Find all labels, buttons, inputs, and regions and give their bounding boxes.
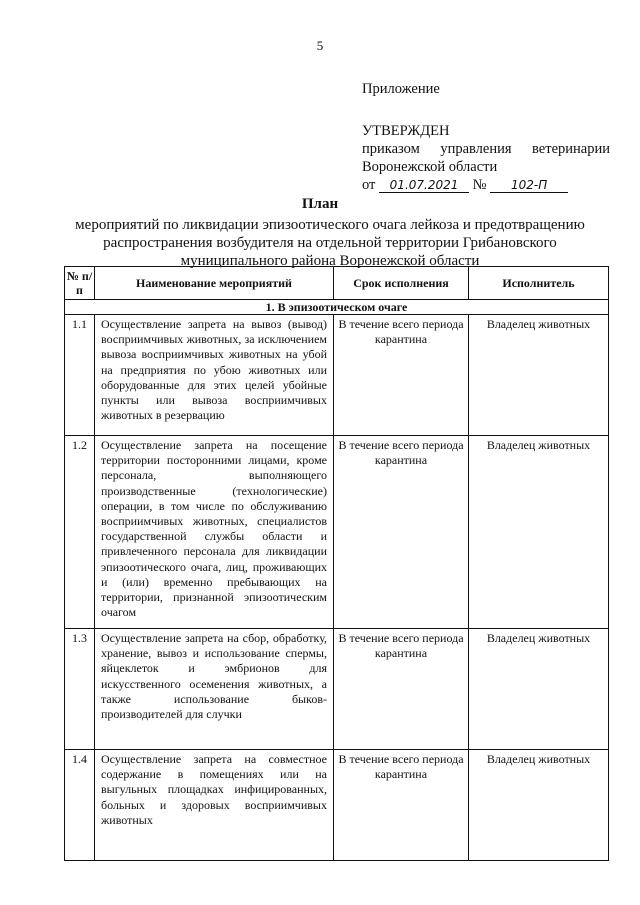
row-term: В течение всего периода карантина	[334, 315, 469, 436]
order-date-number	[362, 176, 610, 194]
table-header-row	[65, 267, 609, 300]
row-executor: Владелец животных	[469, 629, 609, 750]
row-name: Осуществление запрета на вывоз (вывод) восприимчивых животных, за исключением вывоза восприимчивых животных на убой на предприятия по убою животных или оборудованные для этих целей убойные пункты или вывоза восприимчивых животных в резервацию	[95, 315, 334, 436]
row-num: 1.2	[65, 436, 95, 629]
date-prefix: от	[362, 177, 376, 193]
header-num: № п/п	[65, 267, 95, 300]
header-name: Наименование мероприятий	[95, 267, 334, 300]
row-executor: Владелец животных	[469, 436, 609, 629]
page-number: 5	[316, 38, 324, 53]
table-row	[65, 436, 609, 629]
table-row	[65, 315, 609, 436]
row-term: В течение всего периода карантина	[334, 750, 469, 861]
row-num: 1.1	[65, 315, 95, 436]
plan-table	[64, 266, 609, 861]
number-prefix: №	[472, 177, 487, 193]
approval-block	[362, 80, 610, 194]
row-name: Осуществление запрета на сбор, обработку, хранение, вывоз и использование спермы, яйцеклеток и эмбрионов для искусственного осеменения животных, а также использование быков-производителей для случки	[95, 629, 334, 750]
approved-label: УТВЕРЖДЕН	[362, 123, 450, 139]
row-num: 1.4	[65, 750, 95, 861]
header-executor: Исполнитель	[469, 267, 609, 300]
row-num: 1.3	[65, 629, 95, 750]
section-row	[65, 300, 609, 315]
approval-region-line: Воронежской области	[362, 159, 498, 175]
plan-title: План	[301, 196, 339, 212]
row-term: В течение всего периода карантина	[334, 629, 469, 750]
row-name: Осуществление запрета на совместное содержание в помещениях или на выгульных площадках инфицированных, больных и здоровых восприимчивых животных	[95, 750, 334, 861]
row-executor: Владелец животных	[469, 315, 609, 436]
row-term: В течение всего периода карантина	[334, 436, 469, 629]
order-number: 102-П	[490, 178, 568, 193]
appendix-label: Приложение	[362, 81, 440, 97]
row-executor: Владелец животных	[469, 750, 609, 861]
plan-subtitle: мероприятий по ликвидации эпизоотического очага лейкоза и предотвращению распространения возбудителя на отдельной территории Грибановского муниципального района Воронежской области	[75, 217, 585, 269]
table-row	[65, 750, 609, 861]
order-date: 01.07.2021	[379, 178, 469, 193]
approval-order-line: приказом управления ветеринарии	[362, 141, 610, 157]
row-name: Осуществление запрета на посещение территории посторонними лицами, кроме персонала, выполняющего производственные (технологические) операции, в том числе по обслуживанию восприимчивых животных, специалистов государственной службы области и привлеченного персонала для ликвидации эпизоотического очага, лиц, проживающих и (или) временно пребывающих на территории, признанной эпизоотическим очагом	[95, 436, 334, 629]
section-title: 1. В эпизоотическом очаге	[65, 300, 609, 315]
table-row	[65, 629, 609, 750]
header-term: Срок исполнения	[334, 267, 469, 300]
